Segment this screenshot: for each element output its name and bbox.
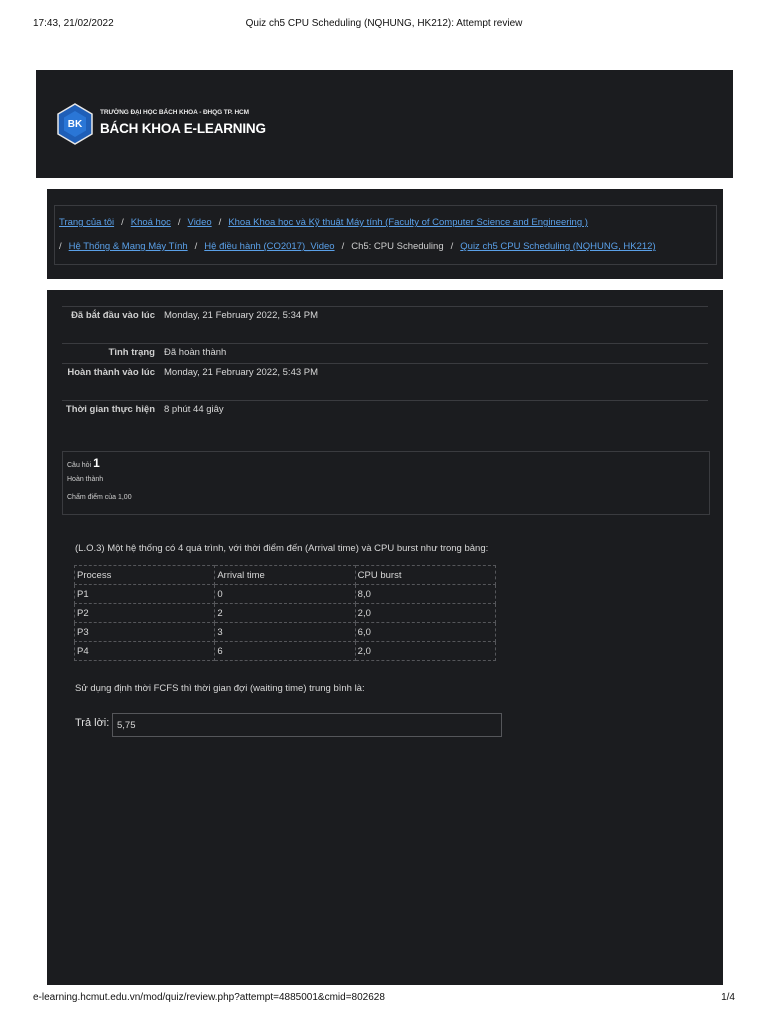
summary-key: Thời gian thực hiện — [65, 404, 155, 415]
summary-row-completed — [62, 364, 708, 401]
print-url: e-learning.hcmut.edu.vn/mod/quiz/review.php?attempt=4885001&cmid=802628 — [33, 992, 385, 1003]
print-header — [33, 18, 735, 32]
print-footer — [33, 992, 735, 1006]
table-cell: 3 — [215, 623, 355, 642]
breadcrumb-link-home[interactable]: Trang của tôi — [59, 217, 115, 228]
breadcrumb — [54, 205, 717, 265]
process-table — [74, 565, 496, 661]
table-cell: P1 — [75, 585, 215, 604]
breadcrumb-separator: / — [194, 241, 198, 252]
breadcrumb-link-courses[interactable]: Khoá học — [130, 217, 171, 228]
breadcrumb-link-networks[interactable]: Hệ Thống & Mạng Máy Tính — [68, 241, 188, 252]
table-cell: 2,0 — [355, 642, 495, 661]
question-text: (L.O.3) Một hệ thống có 4 quá trình, với thời điểm đến (Arrival time) và CPU burst như trong bảng: — [75, 543, 489, 554]
breadcrumb-separator: / — [59, 241, 62, 252]
breadcrumb-separator: / — [341, 241, 345, 252]
print-page-number: 1/4 — [721, 992, 735, 1003]
summary-value: Monday, 21 February 2022, 5:43 PM — [164, 367, 319, 378]
summary-key: Đã bắt đầu vào lúc — [71, 310, 155, 321]
table-cell: P3 — [75, 623, 215, 642]
print-title: Quiz ch5 CPU Scheduling (NQHUNG, HK212): Attempt review — [245, 18, 523, 29]
summary-value: Monday, 21 February 2022, 5:34 PM — [164, 310, 319, 321]
summary-value: 8 phút 44 giây — [164, 404, 224, 415]
logo-text: BK — [67, 119, 83, 130]
table-cell: P4 — [75, 642, 215, 661]
summary-key: Hoàn thành vào lúc — [67, 367, 155, 378]
attempt-summary-table — [62, 306, 708, 437]
site-brand[interactable]: BÁCH KHOA E-LEARNING — [100, 121, 266, 136]
bk-logo-icon[interactable] — [56, 103, 94, 145]
table-cell: 8,0 — [355, 585, 495, 604]
table-header-row — [75, 566, 496, 585]
table-row — [75, 585, 496, 604]
breadcrumb-separator: / — [450, 241, 454, 252]
breadcrumb-row-1 — [59, 217, 588, 228]
table-header: Process — [75, 566, 215, 585]
breadcrumb-separator: / — [177, 217, 181, 228]
table-cell: 6 — [215, 642, 355, 661]
summary-value: Đã hoàn thành — [164, 347, 227, 358]
breadcrumb-row-2 — [59, 241, 656, 252]
summary-key: Tình trạng — [108, 347, 155, 358]
table-cell: 0 — [215, 585, 355, 604]
question-prompt: Sử dụng định thời FCFS thì thời gian đợi (waiting time) trung bình là: — [75, 683, 365, 694]
print-timestamp: 17:43, 21/02/2022 — [33, 18, 114, 29]
summary-row-state — [62, 344, 708, 364]
table-header: CPU burst — [355, 566, 495, 585]
summary-row-started — [62, 307, 708, 344]
question-info-box — [62, 451, 710, 515]
table-cell: 2,0 — [355, 604, 495, 623]
breadcrumb-separator: / — [218, 217, 222, 228]
table-cell: 2 — [215, 604, 355, 623]
question-state: Hoàn thành — [67, 476, 104, 483]
breadcrumb-section: Ch5: CPU Scheduling — [351, 241, 444, 252]
question-number — [67, 456, 100, 470]
table-header: Arrival time — [215, 566, 355, 585]
breadcrumb-link-quiz[interactable]: Quiz ch5 CPU Scheduling (NQHUNG, HK212) — [460, 241, 656, 252]
question-number-value: 1 — [93, 456, 100, 470]
breadcrumb-separator: / — [121, 217, 124, 228]
table-cell: 6,0 — [355, 623, 495, 642]
question-mark: Chấm điểm của 1,00 — [67, 494, 132, 501]
breadcrumb-link-video[interactable]: Video — [187, 217, 212, 228]
answer-input[interactable] — [112, 713, 502, 737]
table-row — [75, 604, 496, 623]
breadcrumb-link-os-course[interactable]: Hệ điều hành (CO2017)_Video — [204, 241, 335, 252]
table-cell: P2 — [75, 604, 215, 623]
table-row — [75, 623, 496, 642]
question-label: Câu hỏi — [67, 462, 92, 469]
summary-row-duration — [62, 401, 708, 437]
table-row — [75, 642, 496, 661]
breadcrumb-link-faculty[interactable]: Khoa Khoa học và Kỹ thuật Máy tính (Faculty of Computer Science and Engineering ) — [228, 217, 588, 228]
answer-label: Trả lời: — [75, 717, 110, 729]
university-name: TRƯỜNG ĐẠI HỌC BÁCH KHOA - ĐHQG TP. HCM — [100, 109, 249, 116]
